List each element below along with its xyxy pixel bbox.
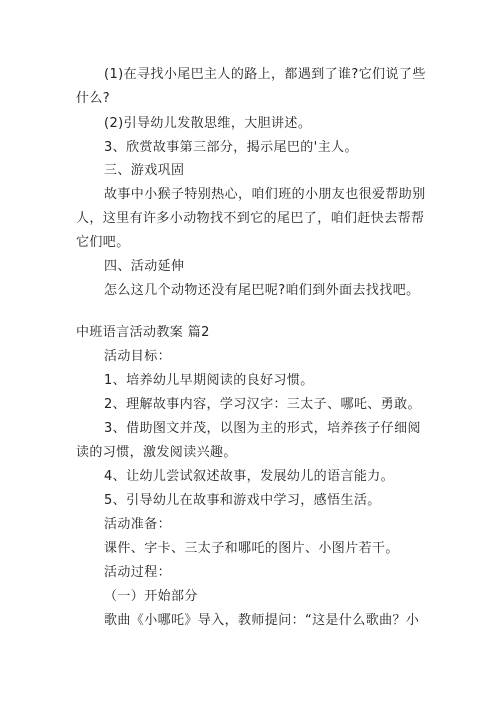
text-line: 3、欣赏故事第三部分，揭示尾巴的'主人。 xyxy=(104,140,358,155)
section-heading: 活动准备： xyxy=(104,517,172,532)
text-line: 什么? xyxy=(76,91,111,106)
text-line: 歌曲《小哪吒》导入，教师提问：“这是什么歌曲？小 xyxy=(104,613,420,628)
text-line: 课件、字卡、三太子和哪吒的图片、小图片若干。 xyxy=(104,541,399,556)
text-line: (2)引导幼儿发散思维，大胆讲述。 xyxy=(104,116,312,131)
section-heading: 四、活动延伸 xyxy=(104,259,185,274)
text-line: 故事中小猴子特别热心，咱们班的小朋友也很爱帮助别 xyxy=(104,187,426,202)
section-heading: 活动过程： xyxy=(104,565,172,580)
list-item: 5、引导幼儿在故事和游戏中学习，感悟生活。 xyxy=(104,493,381,508)
document-title: 中班语言活动教案 篇2 xyxy=(76,325,210,340)
list-item: 3、借助图文并茂，以图为主的形式，培养孩子仔细阅 xyxy=(104,421,421,436)
list-item: 1、培养幼儿早期阅读的良好习惯。 xyxy=(104,373,314,388)
text-line: 怎么这几个动物还没有尾巴呢?咱们到外面去找找吧。 xyxy=(104,283,420,298)
text-line: (1)在寻找小尾巴主人的路上，都遇到了谁?它们说了些 xyxy=(104,67,426,82)
list-item: 4、让幼儿尝试叙述故事，发展幼儿的语言能力。 xyxy=(104,469,395,484)
subsection-heading: （一）开始部分 xyxy=(104,589,198,604)
text-line: 人，这里有许多小动物找不到它的尾巴了，咱们赶快去帮帮 xyxy=(76,211,425,226)
text-line: 它们吧。 xyxy=(76,235,130,250)
section-heading: 三、游戏巩固 xyxy=(104,163,185,178)
text-line: 读的习惯，激发阅读兴趣。 xyxy=(76,445,237,460)
list-item: 2、理解故事内容，学习汉字：三太子、哪吒、勇敢。 xyxy=(104,397,421,412)
section-heading: 活动目标： xyxy=(104,349,172,364)
